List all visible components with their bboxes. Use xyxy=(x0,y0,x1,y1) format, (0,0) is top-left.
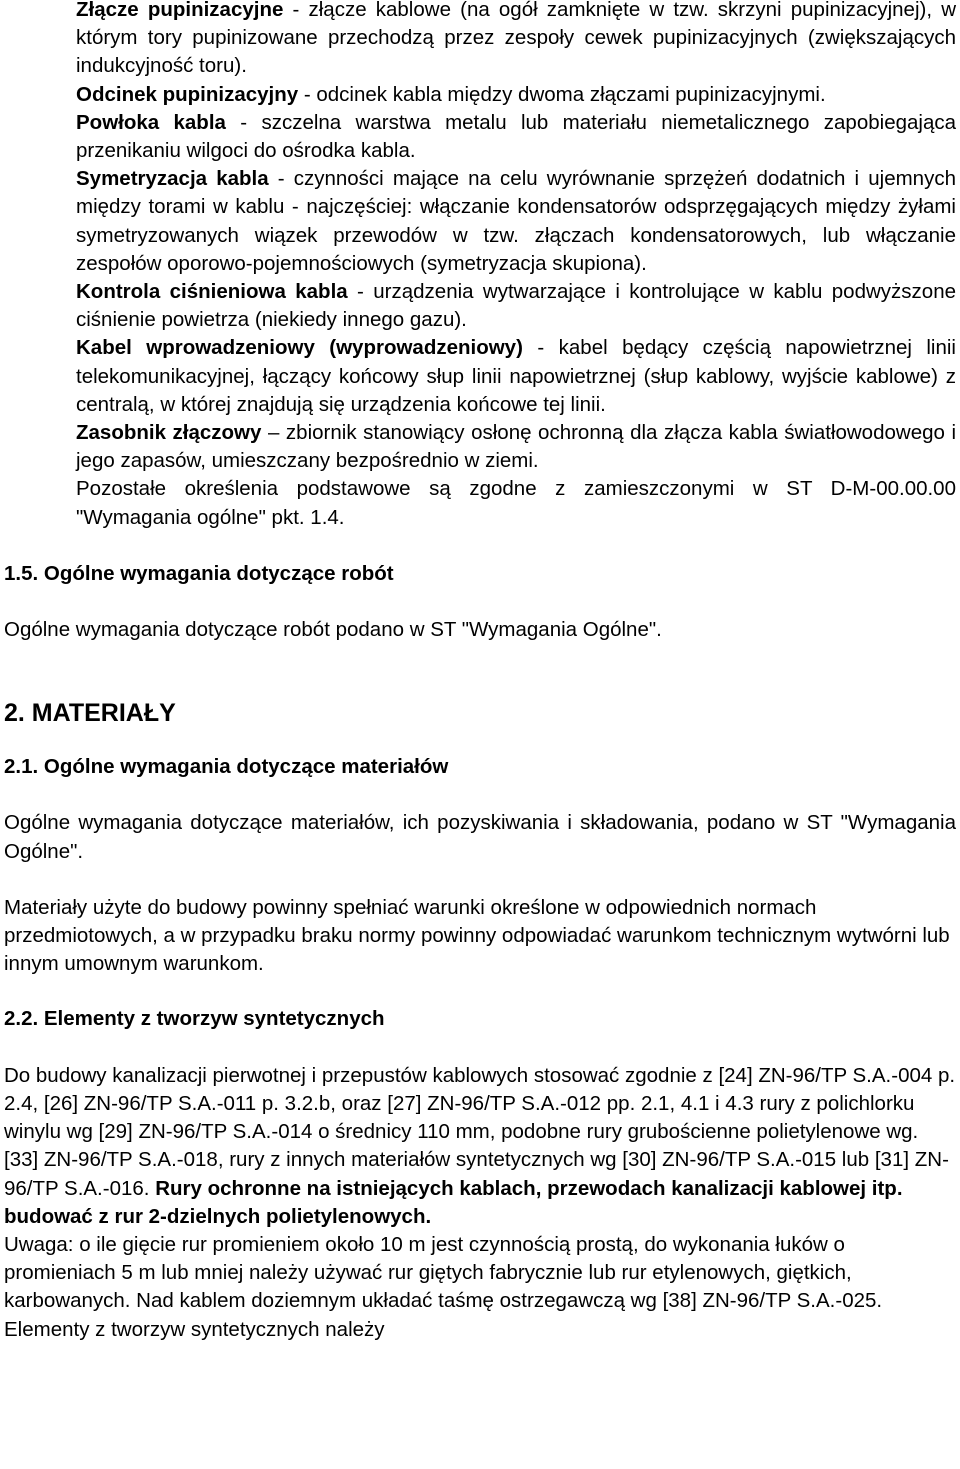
definition-term: Zasobnik złączowy xyxy=(76,421,262,445)
definition-powloka-kabla xyxy=(0,109,960,165)
definition-text: - kabel będący częścią napowietrznej linii telekomunikacyjnej, łączący końcowy słup linii napowietrznej (słup kablowy, wyjście kablowe) z centralą, w której znajdują się urządzenia końcowe tej linii. xyxy=(76,336,956,416)
definition-term: Złącze pupinizacyjne xyxy=(76,0,284,21)
definition-symetryzacja-kabla xyxy=(0,165,960,278)
definition-text: – zbiornik stanowiący osłonę ochronną dla złącza kabla światłowodowego i jego zapasów, umieszczany bezpośrednio w ziemi. xyxy=(76,421,957,473)
section-1-5-text: Ogólne wymagania dotyczące robót podano w ST "Wymagania Ogólne". xyxy=(4,618,662,642)
pipes-text: Do budowy kanalizacji pierwotnej i przepustów kablowych stosować zgodnie z [24] ZN-96/TP S.A.-004 p. 2.4, [26] ZN-96/TP S.A.-011 p. 3.2.b, oraz [27] ZN-96/TP S.A.-012 pp. 2.1, 4.1 i 4.3 rury z polichlorku winylu wg [29] ZN-96/TP S.A.-014 o średnicy 110 mm, podobne rury grubościenne polietylenowe wg. [33] ZN-96/TP S.A.-018, rury z innych materiałów syntetycznych wg [30] ZN-96/TP S.A.-015 lub [31] ZN-96/TP S.A.-016. xyxy=(4,1063,956,1200)
definition-term: Kabel wprowadzeniowy (wyprowadzeniowy) xyxy=(76,336,523,360)
section-2-1-paragraph-2: Materiały użyte do budowy powinny spełniać warunki określone w odpowiednich normach przedmiotowych, a w przypadku braku normy powinny odpowiadać warunkom technicznym wytwórni lub innym umownym warunkom. xyxy=(4,895,950,976)
pipes-bold-text: Rury ochronne na istniejących kablach, przewodach kanalizacji kablowej itp. budować z rur 2-dzielnych polietylenowych. xyxy=(4,1176,903,1228)
definition-text: - złącze kablowe (na ogół zamknięte w tzw. skrzyni pupinizacyjnej), w którym tory pupinizowane przechodzą przez zespoły cewek pupinizacyjnych (zwiększających indukcyjność toru). xyxy=(76,0,956,78)
definition-text: - odcinek kabla między dwoma złączami pupinizacyjnymi. xyxy=(298,82,826,106)
section-2-heading: 2. MATERIAŁY xyxy=(4,699,176,728)
definition-text: - urządzenia wytwarzające i kontrolujące w kablu podwyższone ciśnienie powietrza (niekiedy innego gazu). xyxy=(76,280,956,332)
section-2-1-paragraph-1: Ogólne wymagania dotyczące materiałów, ich pozyskiwania i składowania, podano w ST "Wymagania Ogólne". xyxy=(4,811,956,863)
section-2-1-heading: 2.1. Ogólne wymagania dotyczące materiałów xyxy=(4,755,449,779)
definition-term: Symetryzacja kabla xyxy=(76,167,269,191)
section-2-2-heading: 2.2. Elementy z tworzyw syntetycznych xyxy=(4,1007,385,1031)
definition-kontrola-cisnieniowa xyxy=(0,278,960,334)
definition-zlacze-pupinizacyjne xyxy=(0,0,960,81)
section-2-2-paragraph-1 xyxy=(0,1062,960,1231)
definition-term: Odcinek pupinizacyjny xyxy=(76,82,299,106)
definition-zasobnik-zlaczowy xyxy=(0,419,960,475)
definition-kabel-wprowadzeniowy xyxy=(0,334,960,419)
definition-text: - czynności mające na celu wyrównanie sprzężeń dodatnich i ujemnych między torami w kablu - najczęściej: włączanie kondensatorów odsprzęgających między żyłami symetryzowanych wiązek przewodów w tzw. złączach kondensatorowych, lub włączanie zespołów oporowo-pojemnościowych (symetryzacja skupiona). xyxy=(76,167,956,275)
section-1-5-heading: 1.5. Ogólne wymagania dotyczące robót xyxy=(4,561,394,585)
definition-odcinek-pupinizacyjny xyxy=(0,81,960,109)
section-2-2-paragraph-2: Uwaga: o ile gięcie rur promieniem około 10 m jest czynnością prostą, do wykonania łuków o promieniach 5 m lub mniej należy używać rur giętych fabrycznie lub rur etylenowych, giętkich, karbowanych. Nad kablem doziemnym układać taśmę ostrzegawczą wg [38] ZN-96/TP S.A.-025. Elementy z tworzyw syntetycznych należy xyxy=(4,1232,883,1341)
definition-text: - szczelna warstwa metalu lub materiału niemetalicznego zapobiegająca przenikaniu wilgoci do ośrodka kabla. xyxy=(76,110,956,163)
definition-term: Kontrola ciśnieniowa kabla xyxy=(76,280,348,304)
other-terms-paragraph: Pozostałe określenia podstawowe są zgodne z zamieszczonymi w ST D-M-00.00.00 "Wymagania ogólne" pkt. 1.4. xyxy=(76,477,956,529)
definition-term: Powłoka kabla xyxy=(76,110,226,134)
